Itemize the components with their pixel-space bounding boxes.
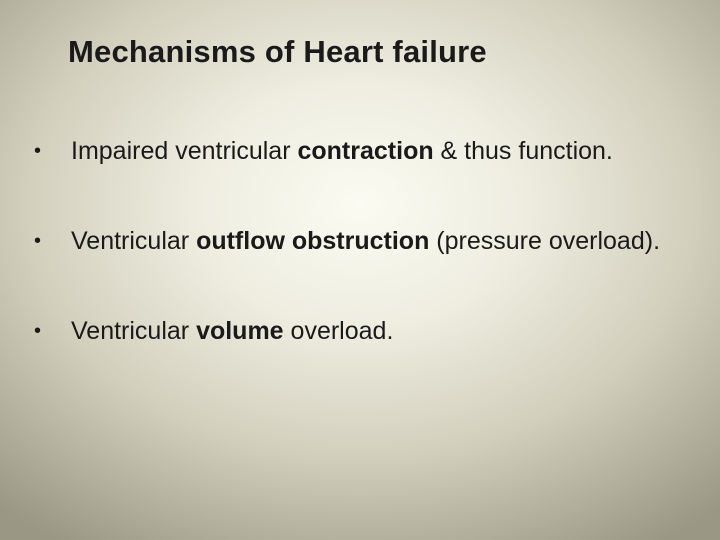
bullet-keyword: contraction [297,137,434,165]
bullet-text-part: Impaired ventricular [71,137,298,165]
bullet-item-volume-overload [32,314,662,348]
bullet-text-part: overload. [283,317,394,345]
bullet-item-contraction [32,134,662,168]
slide-title: Mechanisms of Heart failure [68,34,487,69]
bullet-text-part: Ventricular [71,317,197,345]
bullet-list [32,134,662,404]
bullet-text-part: (pressure overload). [429,227,661,255]
bullet-text-part: & thus function. [433,137,613,165]
bullet-dot: • [34,230,42,252]
bullet-keyword: volume [196,317,284,345]
bullet-dot: • [34,140,42,162]
bullet-keyword: outflow obstruction [196,227,430,255]
bullet-text-part: Ventricular [71,227,197,255]
bullet-item-outflow-obstruction [32,224,662,258]
bullet-dot: • [34,320,42,342]
